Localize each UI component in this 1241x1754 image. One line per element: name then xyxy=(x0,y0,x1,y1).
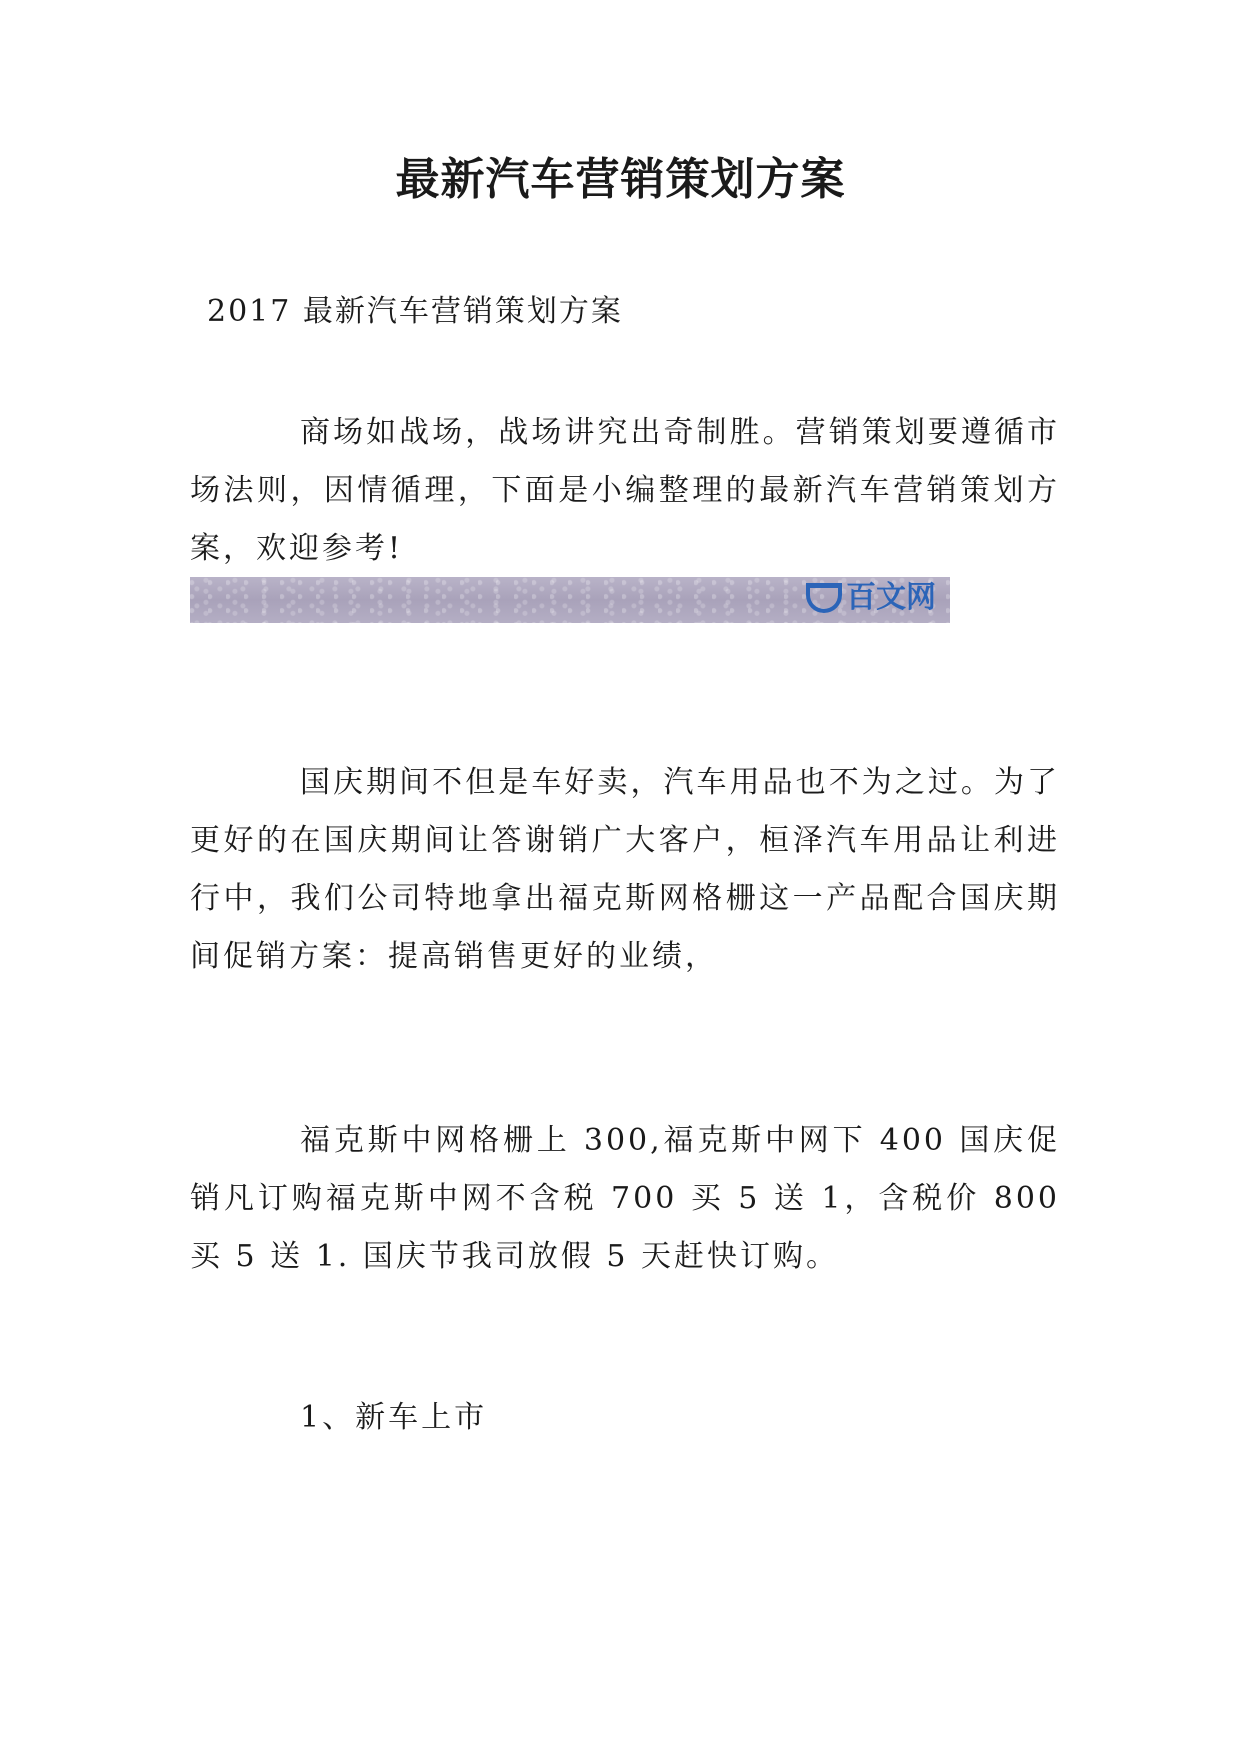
pricing-paragraph: 福克斯中网格栅上 300,福克斯中网下 400 国庆促销凡订购福克斯中网不含税 700 买 5 送 1，含税价 800 买 5 送 1. 国庆节我司放假 5 天赶快订购。 xyxy=(190,1123,1060,1274)
intro-paragraph: 商场如战场，战场讲究出奇制胜。营销策划要遵循市场法则，因情循理，下面是小编整理的最新汽车营销策划方案，欢迎参考! xyxy=(190,415,1060,566)
watermark-banner-image xyxy=(190,577,950,623)
logo-icon xyxy=(806,583,842,613)
banner-logo xyxy=(806,579,936,617)
document-title: 最新汽车营销策划方案 xyxy=(395,154,846,205)
promotion-paragraph: 国庆期间不但是车好卖，汽车用品也不为之过。为了更好的在国庆期间让答谢销广大客户，桓泽汽车用品让利进行中，我们公司特地拿出福克斯网格栅这一产品配合国庆期间促销方案：提高销售更好的业绩， xyxy=(190,765,1060,974)
section-heading-new-car-launch: 1、新车上市 xyxy=(300,1400,488,1435)
logo-text: 百文网 xyxy=(846,580,936,615)
document-subtitle: 2017 最新汽车营销策划方案 xyxy=(207,294,623,329)
